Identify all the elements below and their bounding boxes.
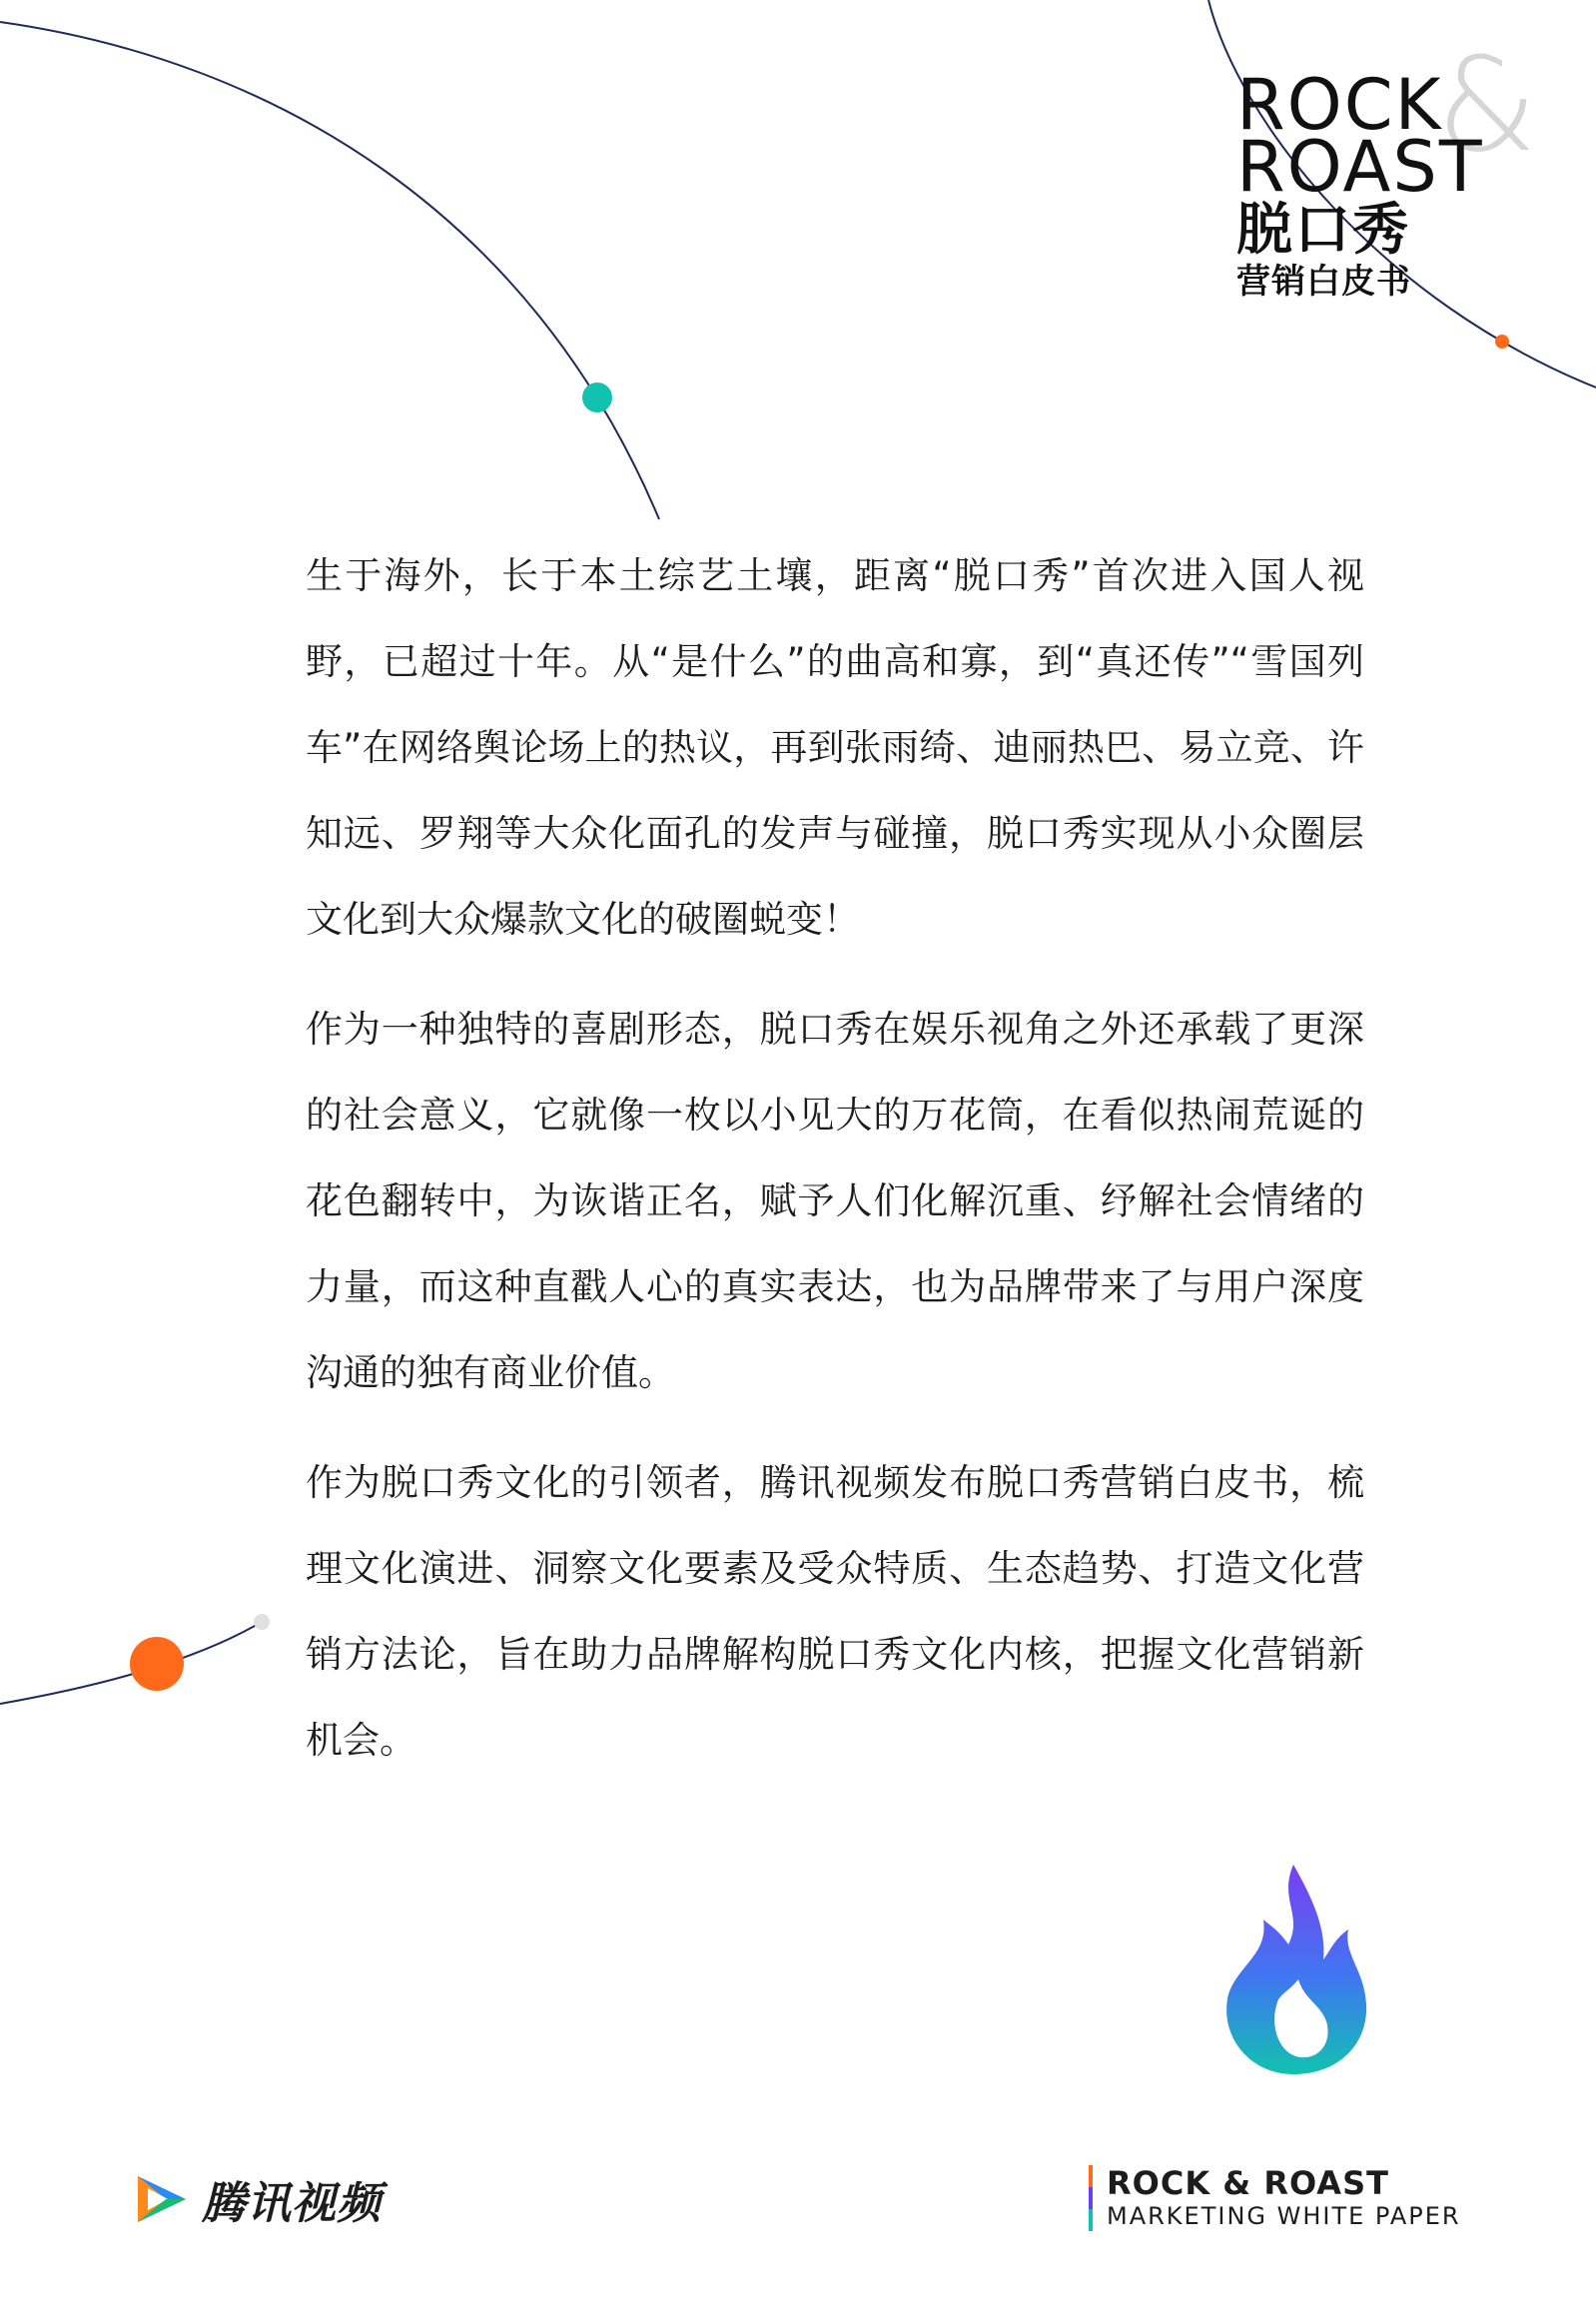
paragraph-3: 作为脱口秀文化的引领者，腾讯视频发布脱口秀营销白皮书，梳理文化演进、洞察文化要素及受众特质、生态趋势、打造文化营销方法论，旨在助力品牌解构脱口秀文化内核，把握文化营销新机会。 [306,1461,1364,1762]
orange-accent-bar [1089,2165,1093,2187]
logo-ampersand: & [1436,29,1538,181]
logo-cn-subtitle: 营销白皮书 [1236,262,1411,302]
gray-dot [254,1614,270,1630]
flame-icon [1208,1860,1378,2079]
logo-cn-title: 脱口秀 [1236,198,1410,263]
paragraph-1: 生于海外，长于本土综艺土壤，距离“脱口秀”首次进入国人视野，已超过十年。从“是什么”的曲高和寡，到“真还传”“雪国列车”在网络舆论场上的热议，再到张雨绮、迪丽热巴、易立竞、许知远、罗翔等大众化面孔的发声与碰撞，脱口秀实现从小众圈层文化到大众爆款文化的破圈蜕变！ [306,554,1364,941]
teal-accent-bar [1089,2209,1093,2231]
footer-subtitle: MARKETING WHITE PAPER [1107,2202,1461,2230]
left-middle-arc [0,1622,262,1704]
teal-dot [582,383,612,412]
intro-text [306,533,1364,1808]
top-left-arc [0,22,659,519]
white-paper-label [1089,2165,1461,2231]
footer-title: ROCK & ROAST [1107,2164,1389,2202]
rock-roast-logo [1236,29,1538,310]
paragraph-2: 作为一种独特的喜剧形态，脱口秀在娱乐视角之外还承载了更深的社会意义，它就像一枚以小见大的万花筒，在看似热闹荒诞的花色翻转中，为诙谐正名，赋予人们化解沉重、纾解社会情绪的力量，而这种直戳人心的真实表达，也为品牌带来了与用户深度沟通的独有商业价值。 [306,1008,1364,1394]
tencent-video-brand: 腾讯视频 [202,2178,382,2229]
large-orange-dot [130,1637,184,1691]
logo-rock-text: ROCK [1236,64,1443,146]
tencent-video-logo [132,2169,382,2229]
small-orange-dot [1495,335,1509,349]
logo-roast-text: ROAST [1236,126,1484,208]
play-icon [132,2172,190,2226]
